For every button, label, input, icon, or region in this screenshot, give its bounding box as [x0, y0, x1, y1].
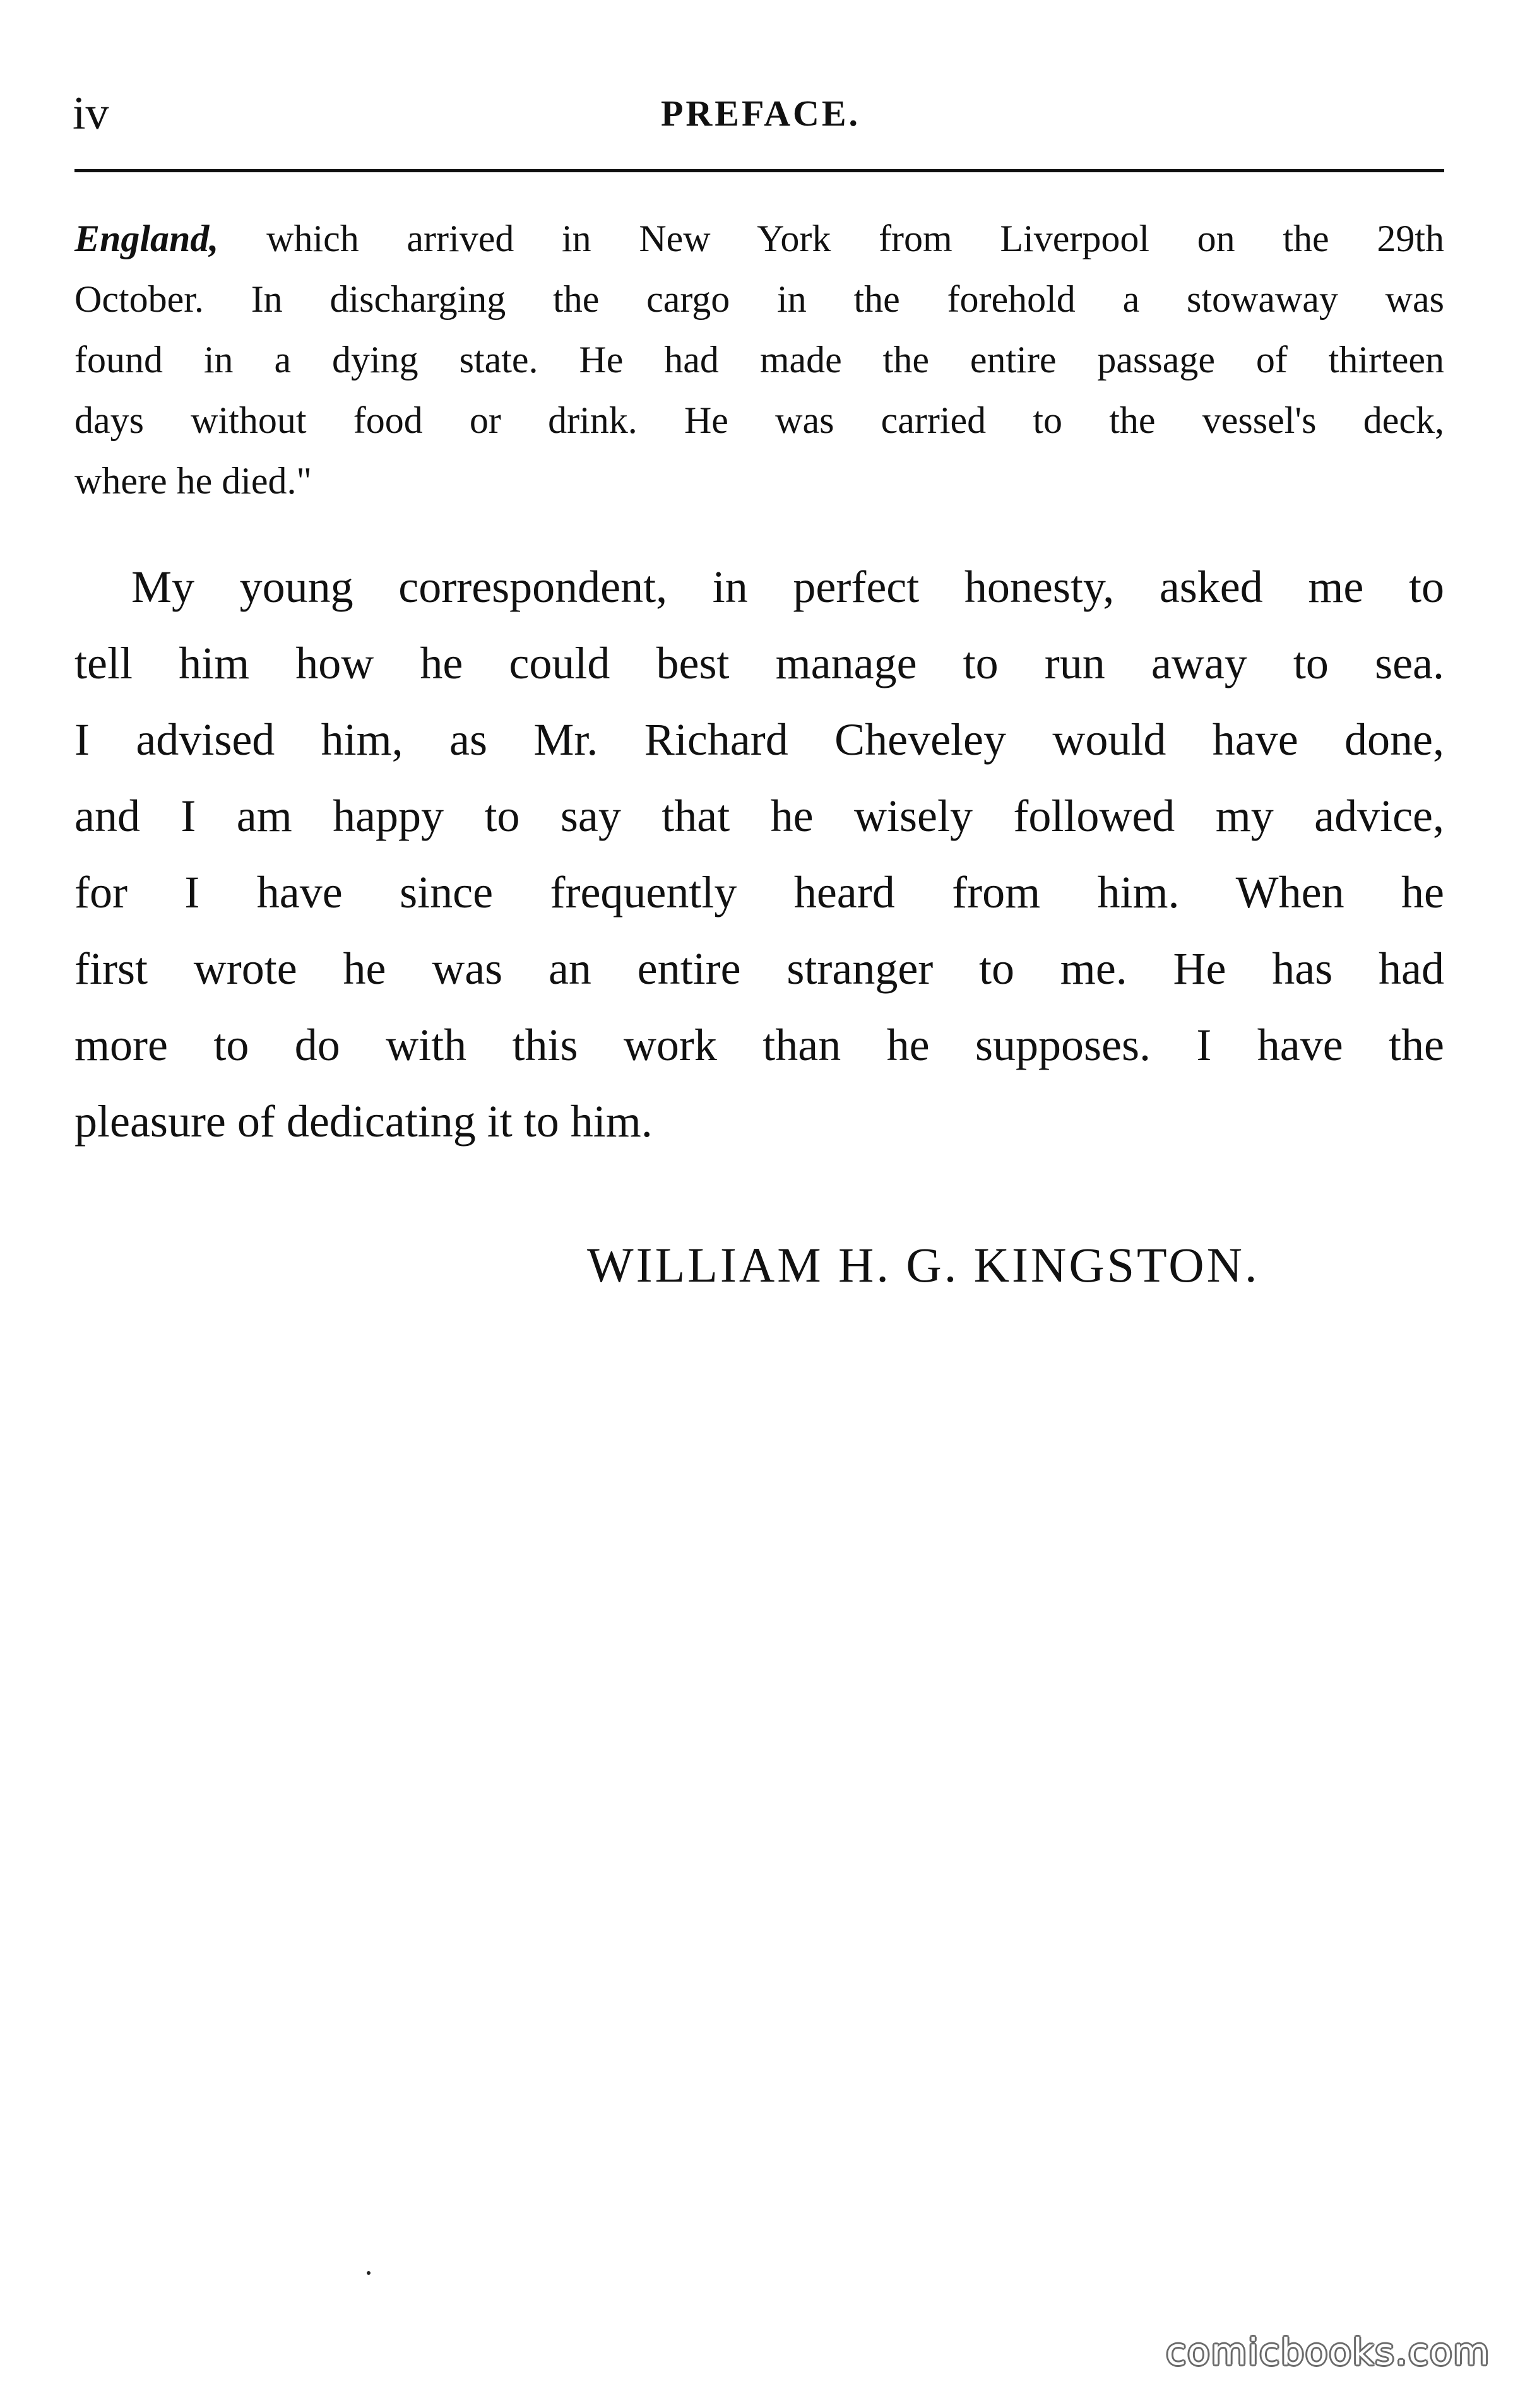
body-line: and I am happy to say that he wisely followed my advice,: [74, 791, 1444, 841]
body-line: pleasure of dedicating it to him.: [74, 1096, 653, 1147]
body-paragraph: [74, 549, 1444, 1160]
italic-ship-name: England,: [74, 218, 219, 259]
quote-line: October. In discharging the cargo in the forehold a stowaway was: [74, 278, 1444, 320]
body-line: first wrote he was an entire stranger to me. He has had: [74, 943, 1444, 994]
author-signature: WILLIAM H. G. KINGSTON.: [587, 1237, 1260, 1292]
quote-line: where he died.": [74, 460, 312, 502]
page-number: iv: [73, 88, 109, 139]
quoted-passage: [74, 208, 1444, 511]
watermark: comicbooks.com: [1166, 2330, 1490, 2373]
body-line: tell him how he could best manage to run away to sea.: [74, 638, 1444, 688]
quote-line: days without food or drink. He was carried to the vessel's deck,: [74, 399, 1444, 441]
quote-line-text: which arrived in New York from Liverpool on the 29th: [218, 218, 1444, 259]
quote-line: [74, 208, 1444, 269]
body-line: more to do with this work than he supposes. I have the: [74, 1020, 1444, 1070]
page-header: [73, 82, 1449, 145]
print-speck: [367, 2271, 371, 2275]
running-head: PREFACE.: [660, 93, 861, 134]
body-line: I advised him, as Mr. Richard Cheveley would have done,: [74, 714, 1444, 765]
body-line: My young correspondent, in perfect honesty, asked me to: [131, 562, 1444, 612]
body-line: for I have since frequently heard from him. When he: [74, 867, 1444, 918]
header-rule: [74, 169, 1444, 172]
quote-line: found in a dying state. He had made the entire passage of thirteen: [74, 339, 1444, 381]
